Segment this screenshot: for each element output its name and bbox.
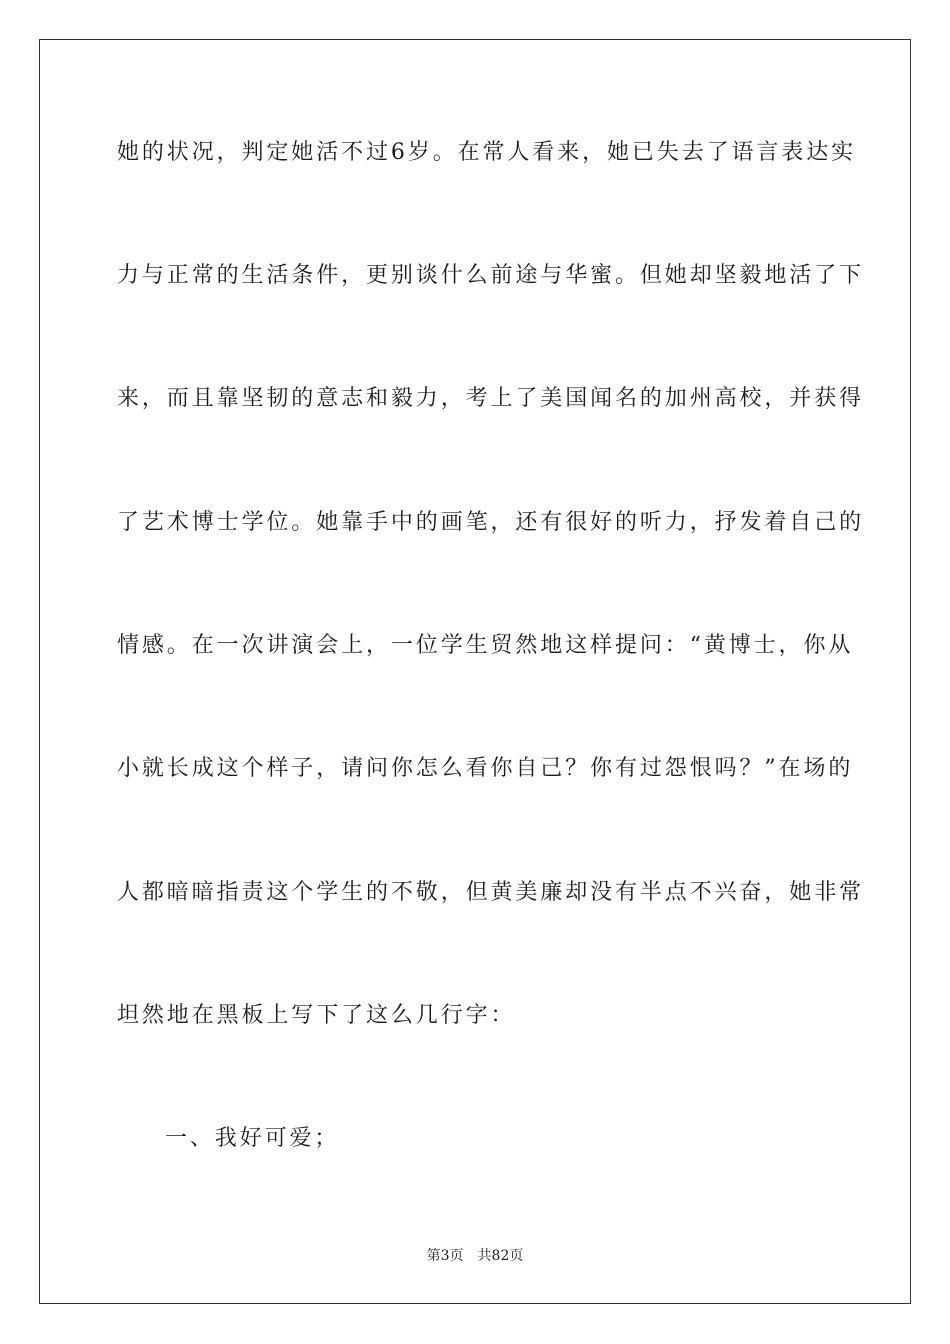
body-text-line: 坦然地在黑板上写下了这么几行字： [117, 1003, 516, 1028]
body-text-line: 力与正常的生活条件，更别谈什么前途与华蜜。但她却坚毅地活了下 [117, 263, 865, 288]
page-number: 第3页 [426, 1248, 464, 1264]
page-border [39, 39, 911, 1304]
total-pages: 共82页 [477, 1248, 524, 1264]
body-text-line: 来，而且靠坚韧的意志和毅力，考上了美国闻名的加州高校，并获得 [117, 386, 865, 411]
body-text-line: 小就长成这个样子，请问你怎么看你自己？你有过怨恨吗？”在场的 [117, 756, 854, 781]
list-item-text: 一、我好可爱； [165, 1126, 340, 1151]
body-text-line: 人都暗暗指责这个学生的不敬，但黄美廉却没有半点不兴奋，她非常 [117, 880, 865, 905]
body-text-line: 她的状况，判定她活不过6岁。在常人看来，她已失去了语言表达实 [117, 140, 856, 165]
page-footer [0, 1249, 950, 1263]
body-text-line: 了艺术博士学位。她靠手中的画笔，还有很好的听力，抒发着自己的 [117, 510, 865, 535]
body-text-line: 情感。在一次讲演会上，一位学生贸然地这样提问：“黄博士，你从 [117, 633, 854, 658]
